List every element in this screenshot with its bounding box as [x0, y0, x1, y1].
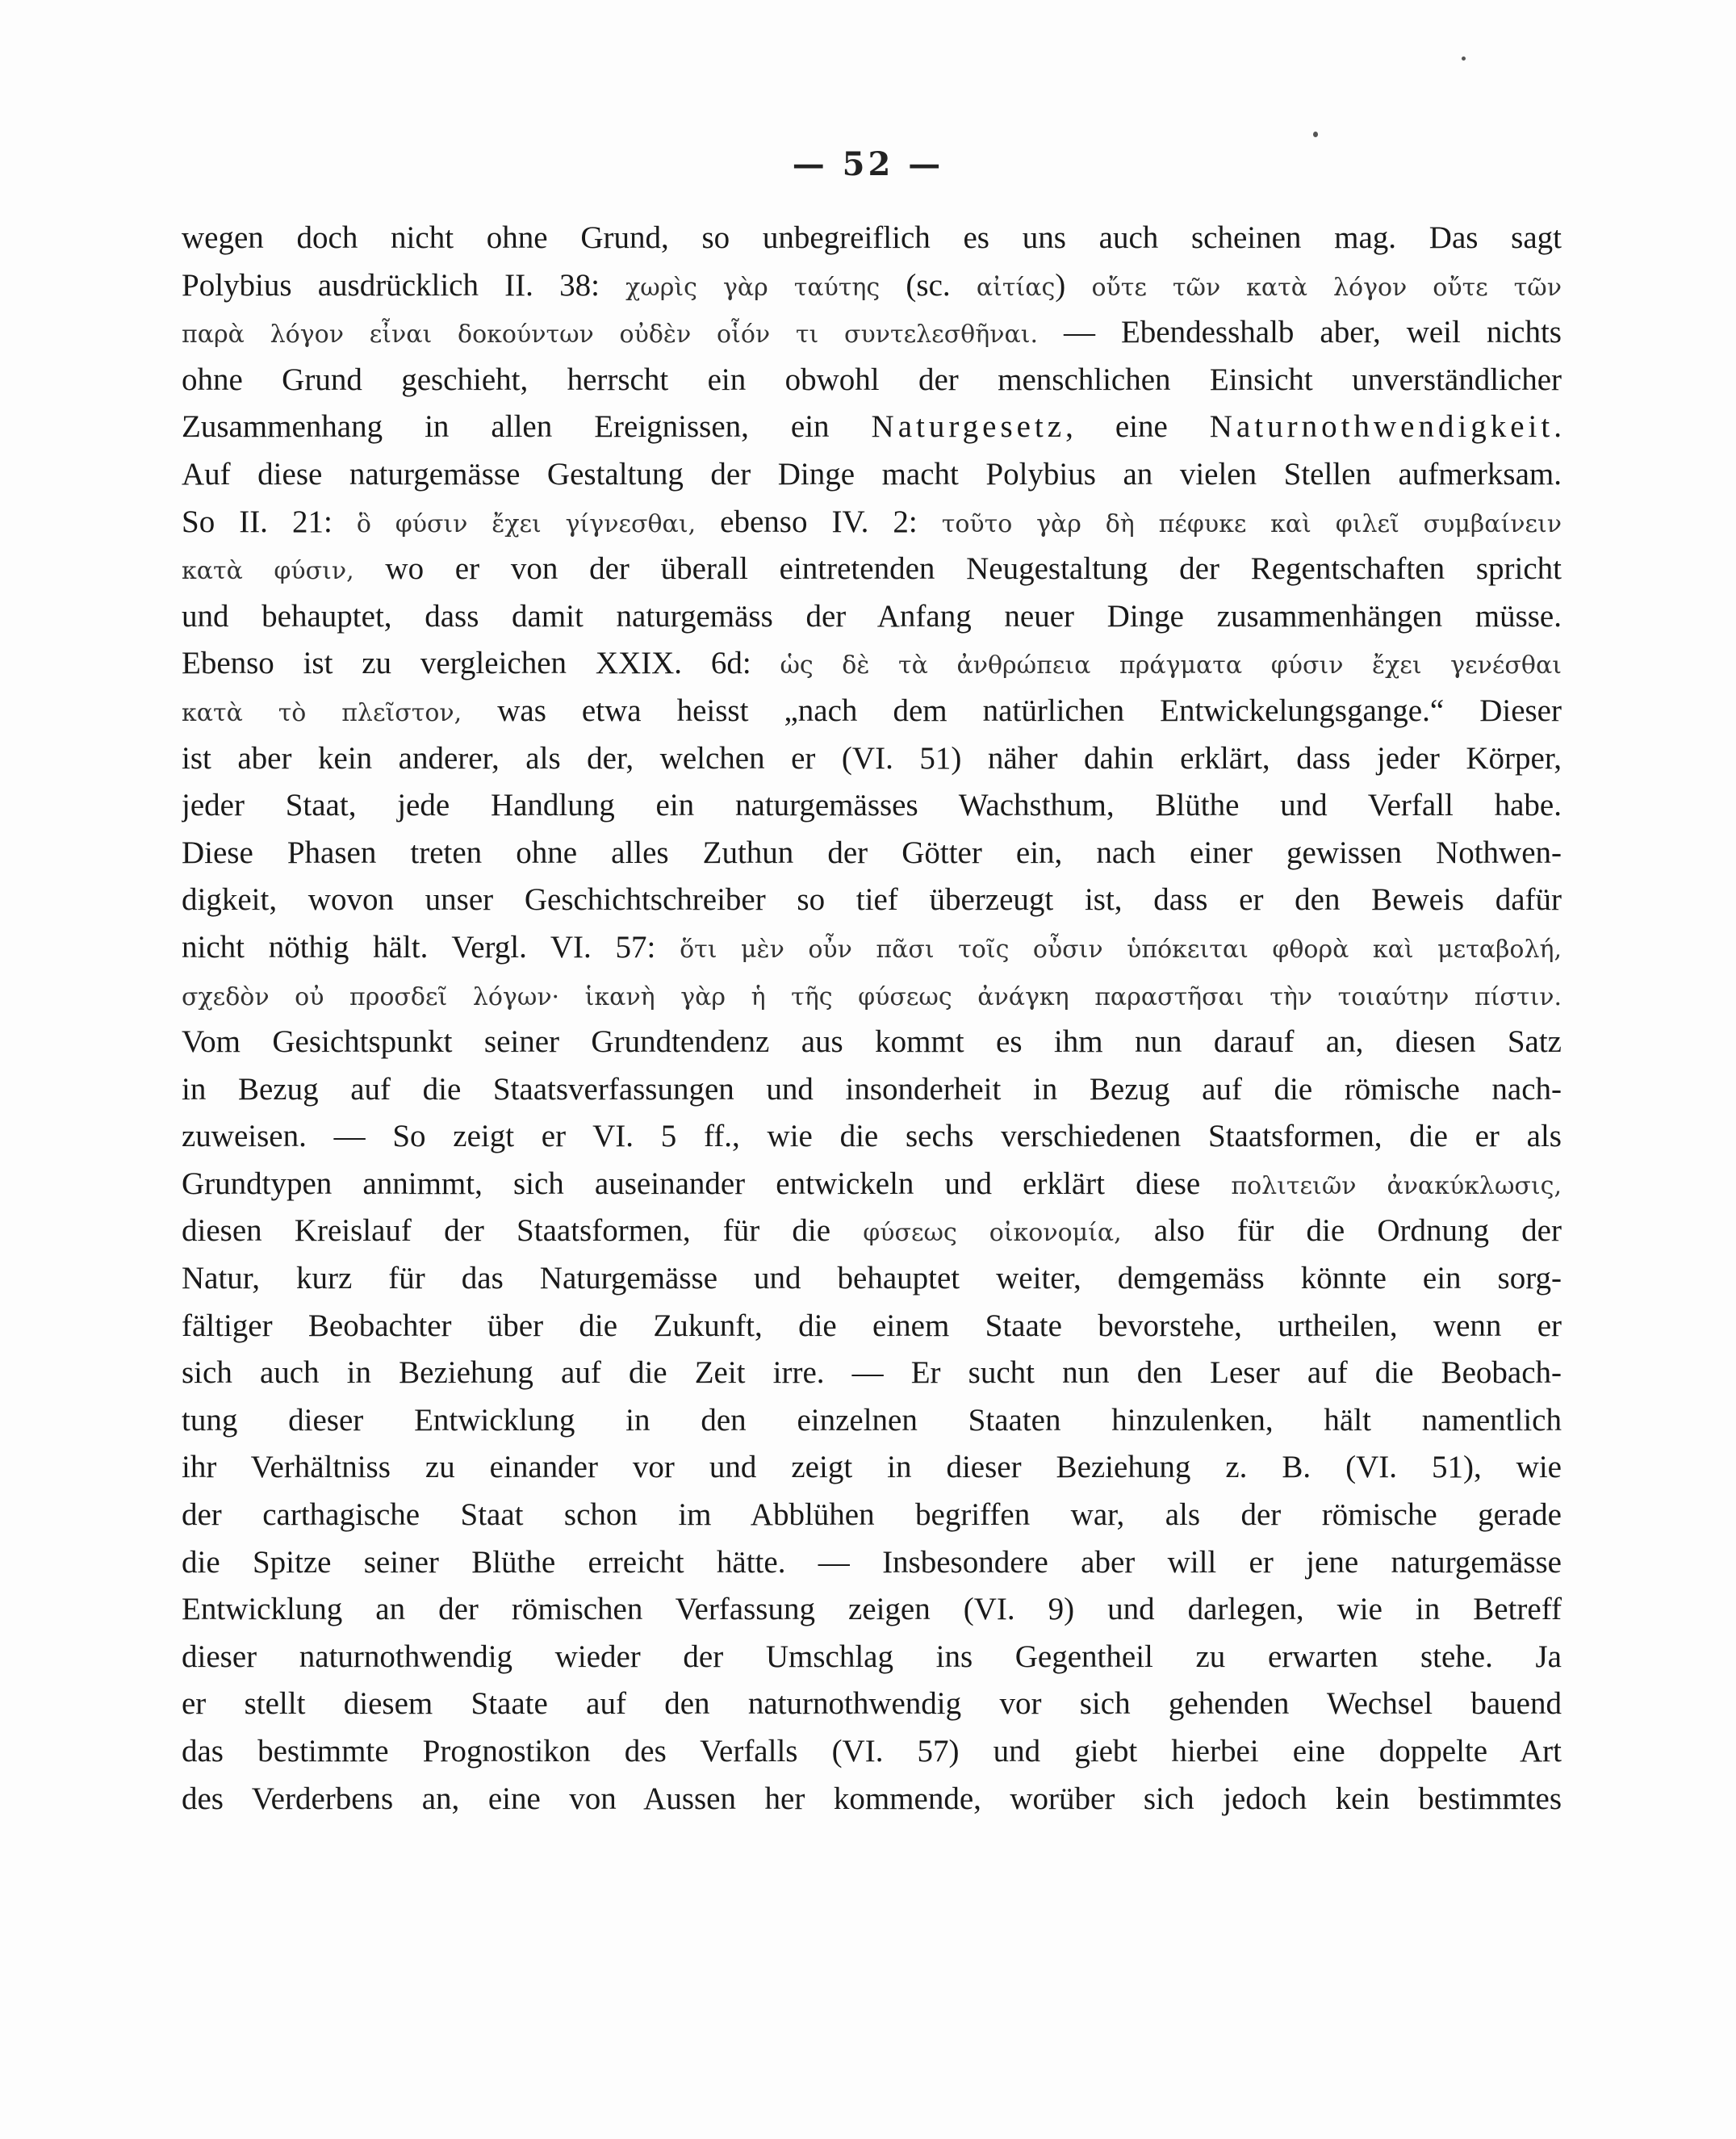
text-line — [182, 688, 1562, 735]
text-line — [182, 735, 1562, 783]
text-segment: diesen Kreislauf der Staatsformen, für die — [182, 1213, 864, 1249]
text-line — [182, 215, 1562, 262]
text-segment: Vom Gesichtspunkt seiner Grundtendenz aus kommt es ihm nun darauf an, diesen Satz — [182, 1024, 1562, 1060]
text-segment: Zusammenhang in allen Ereignissen, ein — [182, 409, 872, 445]
text-line — [182, 1113, 1562, 1161]
text-line — [182, 593, 1562, 641]
text-line — [182, 1161, 1562, 1208]
text-line — [182, 1066, 1562, 1114]
text-line — [182, 1019, 1562, 1066]
text-line — [182, 357, 1562, 404]
greek-quotation: ὃ φύσιν ἔχει γίγνεσθαι, — [356, 509, 696, 538]
text-segment: in Bezug auf die Staatsverfassungen und insonderheit in Bezug auf die römische nach- — [182, 1071, 1562, 1107]
text-line — [182, 877, 1562, 924]
text-segment: des Verderbens an, eine von Aussen her kommende, worüber sich jedoch kein bestimmtes — [182, 1781, 1562, 1816]
text-segment: der carthagische Staat schon im Abblühen begriffen war, als der römische gerade — [182, 1497, 1562, 1533]
text-segment: ist aber kein anderer, als der, welchen er (VI. 51) näher dahin erklärt, dass jeder Körper, — [182, 740, 1562, 776]
text-segment: ebenso IV. 2: — [696, 504, 942, 539]
greek-quotation: κατὰ φύσιν, — [182, 557, 354, 586]
text-segment: dieser naturnothwendig wieder der Umschlag ins Gegentheil zu erwarten stehe. Ja — [182, 1639, 1562, 1674]
emphasized-term: Naturnothwendigkeit — [1209, 409, 1554, 445]
text-line — [182, 830, 1562, 877]
ink-speck — [1462, 57, 1466, 61]
text-line — [182, 782, 1562, 830]
text-line — [182, 640, 1562, 688]
text-line — [182, 404, 1562, 451]
text-line — [182, 1303, 1562, 1350]
text-line — [182, 1492, 1562, 1539]
text-segment: die Spitze seiner Blüthe erreicht hätte. — Insbesondere aber will er jene naturgemässe — [182, 1544, 1562, 1580]
text-segment: er stellt diesem Staate auf den naturnothwendig vor sich gehenden Wechsel bauend — [182, 1686, 1562, 1722]
text-segment: jeder Staat, jede Handlung ein naturgemässes Wachsthum, Blüthe und Verfall habe. — [182, 788, 1562, 823]
text-segment: also für die Ordnung der — [1121, 1213, 1562, 1249]
text-line — [182, 1681, 1562, 1728]
text-segment: Grundtypen annimmt, sich auseinander entwickeln und erklärt diese — [182, 1166, 1232, 1201]
greek-quotation: πολιτειῶν ἀνακύκλωσις, — [1231, 1171, 1562, 1200]
text-line — [182, 1539, 1562, 1587]
text-segment: ) — [1055, 267, 1092, 303]
greek-quotation: αἰτίας — [976, 273, 1056, 302]
text-segment: wo er von der überall eintretenden Neugestaltung der Regentschaften spricht — [353, 551, 1562, 587]
text-segment: das bestimmte Prognostikon des Verfalls (VI. 57) und giebt hierbei eine doppelte Art — [182, 1734, 1562, 1769]
text-segment: fältiger Beobachter über die Zukunft, die einem Staate bevorstehe, urtheilen, wenn er — [182, 1308, 1562, 1343]
text-segment: zuweisen. — So zeigt er VI. 5 ff., wie die sechs verschiedenen Staatsformen, die er als — [182, 1119, 1562, 1154]
text-segment: wegen doch nicht ohne Grund, so unbegreiflich es uns auch scheinen mag. Das sagt — [182, 220, 1562, 255]
greek-quotation: χωρὶς γὰρ ταύτης — [625, 273, 881, 302]
text-line — [182, 1350, 1562, 1397]
text-line — [182, 499, 1562, 546]
text-line — [182, 1444, 1562, 1492]
text-segment: (sc. — [880, 267, 977, 303]
text-line — [182, 262, 1562, 310]
text-segment: Entwicklung an der römischen Verfassung zeigen (VI. 9) und darlegen, wie in Betreff — [182, 1592, 1562, 1627]
text-segment: Natur, kurz für das Naturgemässe und behauptet weiter, demgemäss könnte ein sorg- — [182, 1261, 1562, 1296]
text-line — [182, 1208, 1562, 1255]
body-text — [182, 215, 1562, 1823]
text-segment: , eine — [1065, 409, 1210, 445]
text-line — [182, 1397, 1562, 1445]
text-segment: So II. 21: — [182, 504, 357, 539]
text-segment: — Ebendesshalb aber, weil nichts — [1038, 315, 1562, 350]
text-segment: nicht nöthig hält. Vergl. VI. 57: — [182, 929, 680, 965]
greek-quotation: σχεδὸν οὐ προσδεῖ λόγων· ἱκανὴ γὰρ ἡ τῆς φύσεως ἀνάγκη παραστῆσαι τὴν τοιαύτην πίστιν. — [182, 982, 1562, 1011]
text-segment: tung dieser Entwicklung in den einzelnen Staaten hinzulenken, hält namentlich — [182, 1402, 1562, 1438]
text-line — [182, 1776, 1562, 1823]
page-number: — 52 — — [792, 145, 944, 183]
emphasized-term: Naturgesetz — [871, 409, 1066, 445]
text-segment: Polybius ausdrücklich II. 38: — [182, 267, 626, 303]
greek-quotation: παρὰ λόγον εἶναι δοκούντων οὐδὲν οἷόν τι συντελεσθῆναι. — [182, 320, 1038, 350]
text-line — [182, 1586, 1562, 1634]
text-segment: Ebenso ist zu vergleichen XXIX. 6d: — [182, 646, 780, 681]
text-line — [182, 924, 1562, 972]
text-line — [182, 1634, 1562, 1681]
text-segment: Auf diese naturgemässe Gestaltung der Dinge macht Polybius an vielen Stellen aufmerksam. — [182, 456, 1562, 492]
greek-quotation: κατὰ τὸ πλεῖστον, — [182, 698, 462, 727]
text-segment: ihr Verhältniss zu einander vor und zeigt in dieser Beziehung z. B. (VI. 51), wie — [182, 1450, 1562, 1485]
greek-quotation: φύσεως οἰκονομία, — [863, 1219, 1122, 1248]
text-line — [182, 309, 1562, 357]
text-segment: und behauptet, dass damit naturgemäss der Anfang neuer Dinge zusammenhängen müsse. — [182, 598, 1562, 634]
text-segment: Diese Phasen treten ohne alles Zuthun der Götter ein, nach einer gewissen Nothwen- — [182, 835, 1562, 870]
text-segment: digkeit, wovon unser Geschichtschreiber so tief überzeugt ist, dass er den Beweis dafür — [182, 882, 1562, 918]
text-segment: . — [1554, 409, 1562, 445]
greek-quotation: τοῦτο γὰρ δὴ πέφυκε καὶ φιλεῖ συμβαίνειν — [941, 509, 1562, 538]
text-line — [182, 451, 1562, 499]
greek-quotation: ὡς δὲ τὰ ἀνθρώπεια πράγματα φύσιν ἔχει γενέσθαι — [780, 651, 1562, 680]
text-segment: ohne Grund geschieht, herrscht ein obwohl der menschlichen Einsicht unverständlicher — [182, 362, 1562, 397]
greek-quotation: οὔτε τῶν κατὰ λόγον οὔτε τῶν — [1091, 273, 1562, 302]
text-line — [182, 1728, 1562, 1776]
ink-speck — [1313, 132, 1318, 137]
text-line — [182, 1255, 1562, 1303]
text-segment: sich auch in Beziehung auf die Zeit irre. — Er sucht nun den Leser auf die Beobach- — [182, 1355, 1562, 1391]
text-line — [182, 972, 1562, 1019]
text-segment: was etwa heisst „nach dem natürlichen Entwickelungsgange.“ Dieser — [462, 693, 1562, 728]
text-line — [182, 546, 1562, 593]
greek-quotation: ὅτι μὲν οὖν πᾶσι τοῖς οὖσιν ὑπόκειται φθορὰ καὶ μεταβολή, — [680, 935, 1562, 964]
